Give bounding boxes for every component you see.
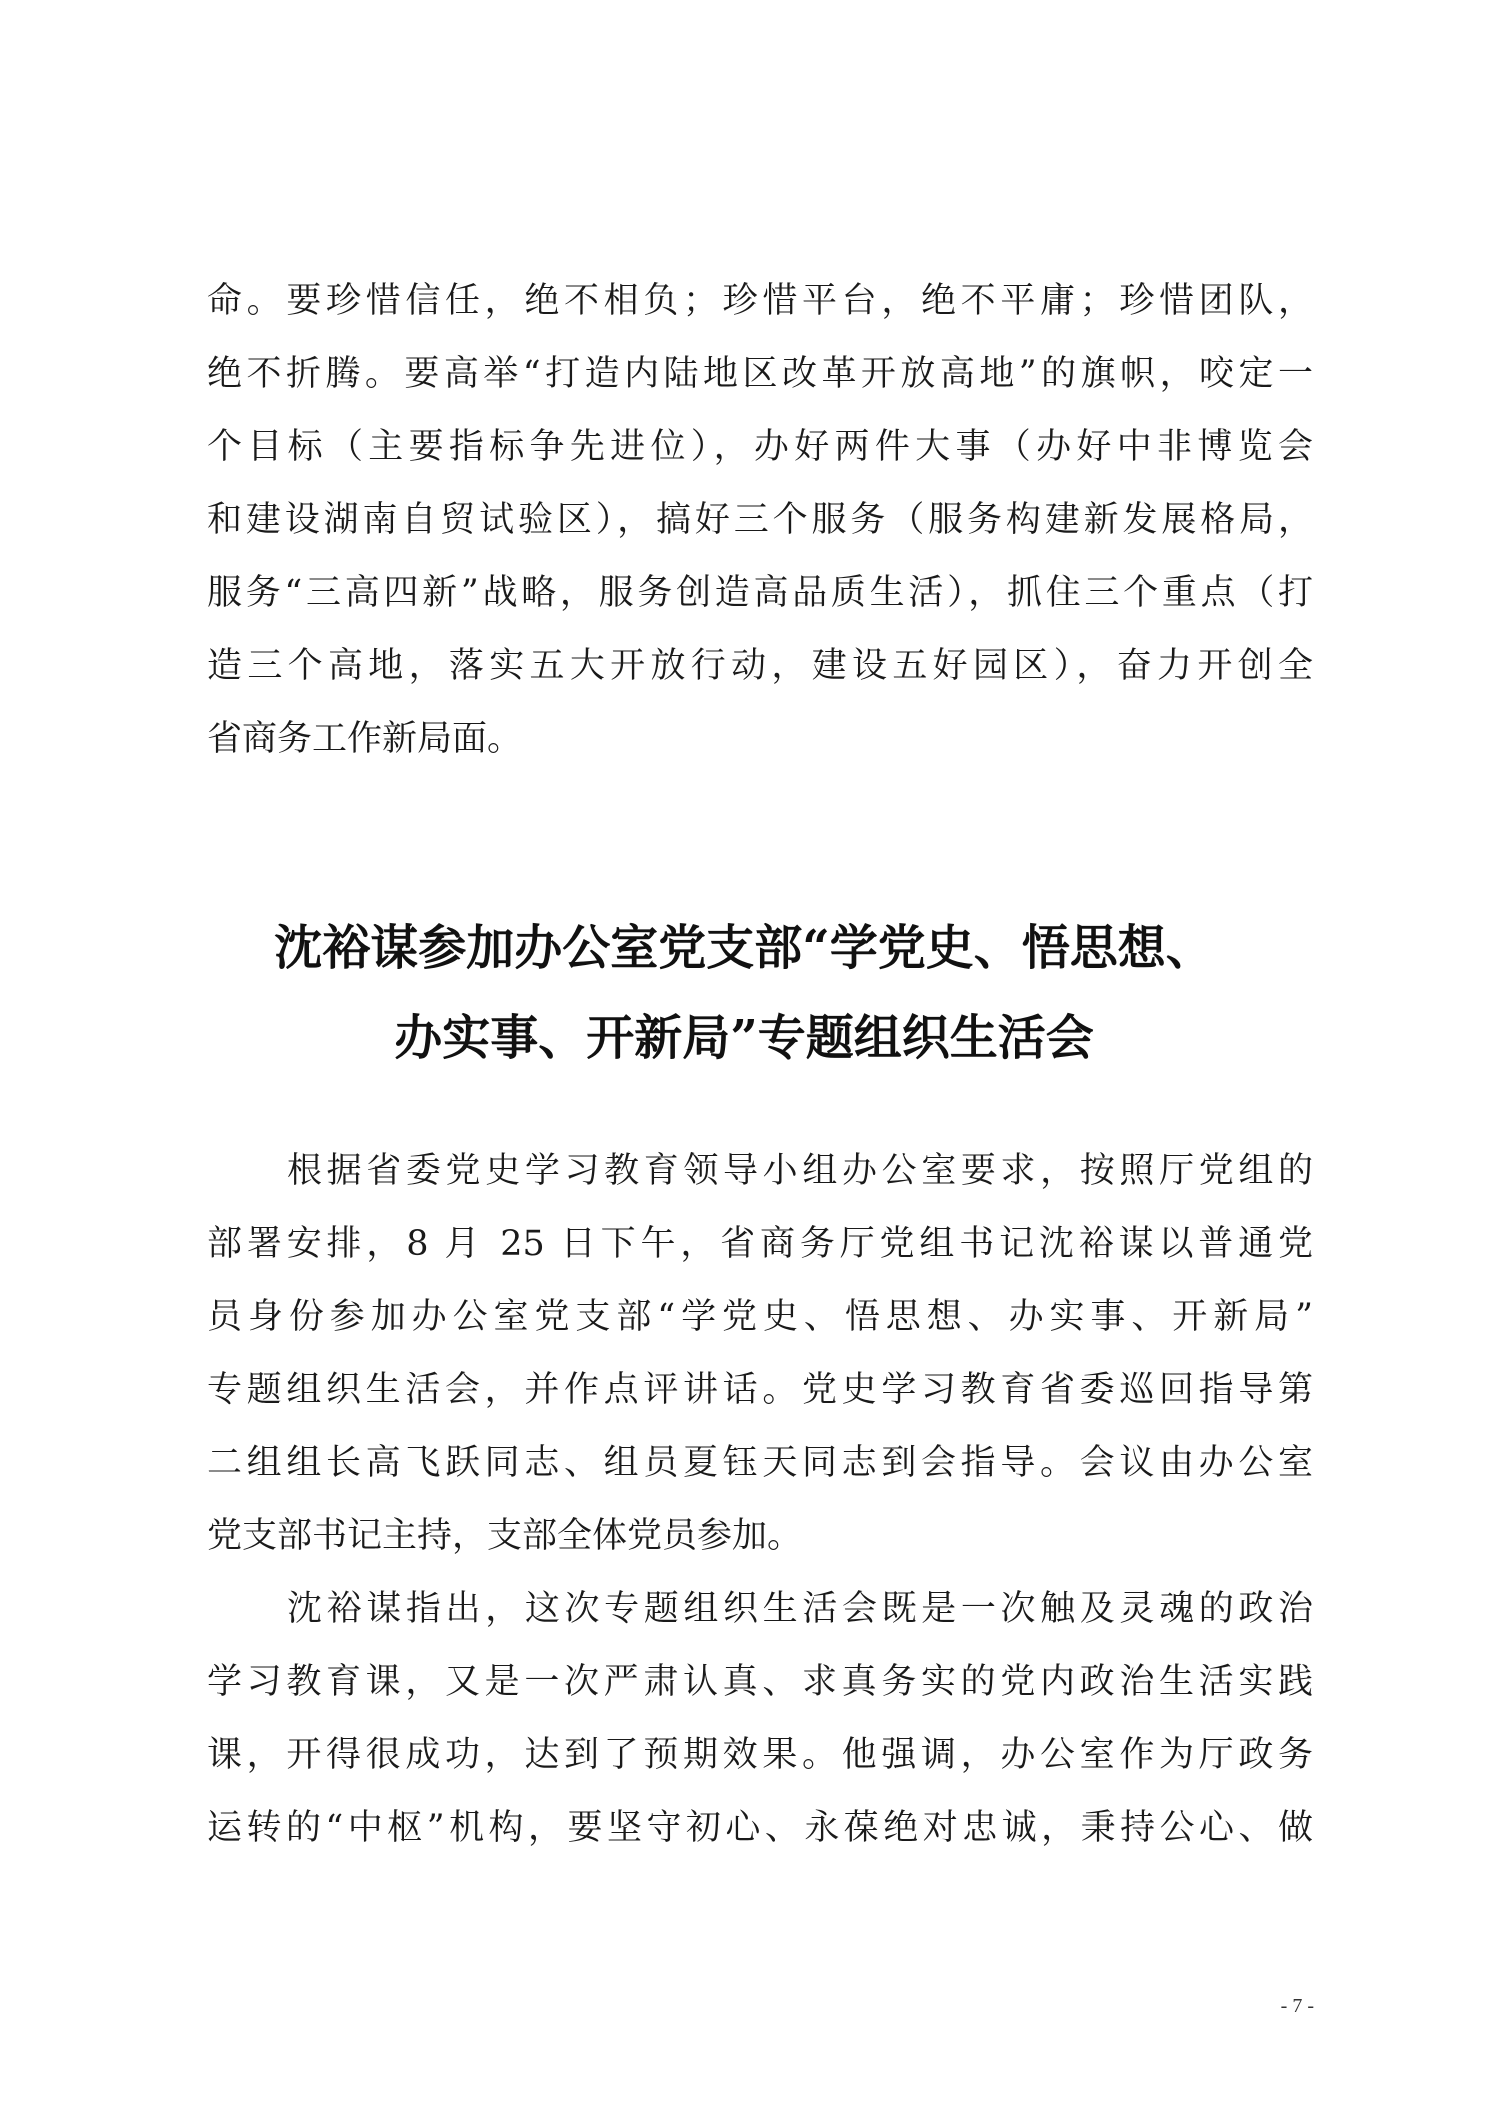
paragraph-line: 个目标（主要指标争先进位），办好两件大事（办好中非博览会 — [207, 427, 1313, 467]
title-line: 沈裕谋参加办公室党支部“学党史、悟思想、 — [274, 920, 1214, 976]
page-number: - 7 - — [1280, 1995, 1314, 2017]
paragraph-line: 学习教育课，又是一次严肃认真、求真务实的党内政治生活实践 — [207, 1662, 1313, 1702]
paragraph-line: 沈裕谋指出，这次专题组织生活会既是一次触及灵魂的政治 — [287, 1589, 1313, 1629]
paragraph-line: 服务“三高四新”战略，服务创造高品质生活），抓住三个重点（打 — [207, 573, 1313, 613]
paragraph-line: 和建设湖南自贸试验区），搞好三个服务（服务构建新发展格局， — [207, 500, 1313, 540]
article-title — [0, 903, 1488, 1083]
article-paragraph-one — [207, 1135, 1313, 1573]
article-paragraph-two — [207, 1573, 1313, 1865]
paragraph-line: 根据省委党史学习教育领导小组办公室要求，按照厅党组的 — [287, 1151, 1313, 1191]
title-line: 办实事、开新局”专题组织生活会 — [394, 1010, 1094, 1066]
paragraph-line: 命。要珍惜信任，绝不相负；珍惜平台，绝不平庸；珍惜团队， — [207, 281, 1313, 321]
paragraph-line: 二组组长高飞跃同志、组员夏钰天同志到会指导。会议由办公室 — [207, 1443, 1313, 1483]
paragraph-line: 绝不折腾。要高举“打造内陆地区改革开放高地”的旗帜，咬定一 — [207, 354, 1313, 394]
continued-paragraph — [207, 265, 1313, 776]
paragraph-line: 课，开得很成功，达到了预期效果。他强调，办公室作为厅政务 — [207, 1735, 1313, 1775]
paragraph-line: 员身份参加办公室党支部“学党史、悟思想、办实事、开新局” — [207, 1297, 1313, 1337]
paragraph-line: 党支部书记主持，支部全体党员参加。 — [207, 1516, 803, 1556]
paragraph-line: 部署安排，8 月 25 日下午，省商务厅党组书记沈裕谋以普通党 — [207, 1224, 1313, 1264]
paragraph-line: 运转的“中枢”机构，要坚守初心、永葆绝对忠诚，秉持公心、做 — [207, 1808, 1313, 1848]
paragraph-line: 专题组织生活会，并作点评讲话。党史学习教育省委巡回指导第 — [207, 1370, 1313, 1410]
paragraph-line: 省商务工作新局面。 — [207, 719, 523, 759]
paragraph-line: 造三个高地，落实五大开放行动，建设五好园区），奋力开创全 — [207, 646, 1313, 686]
